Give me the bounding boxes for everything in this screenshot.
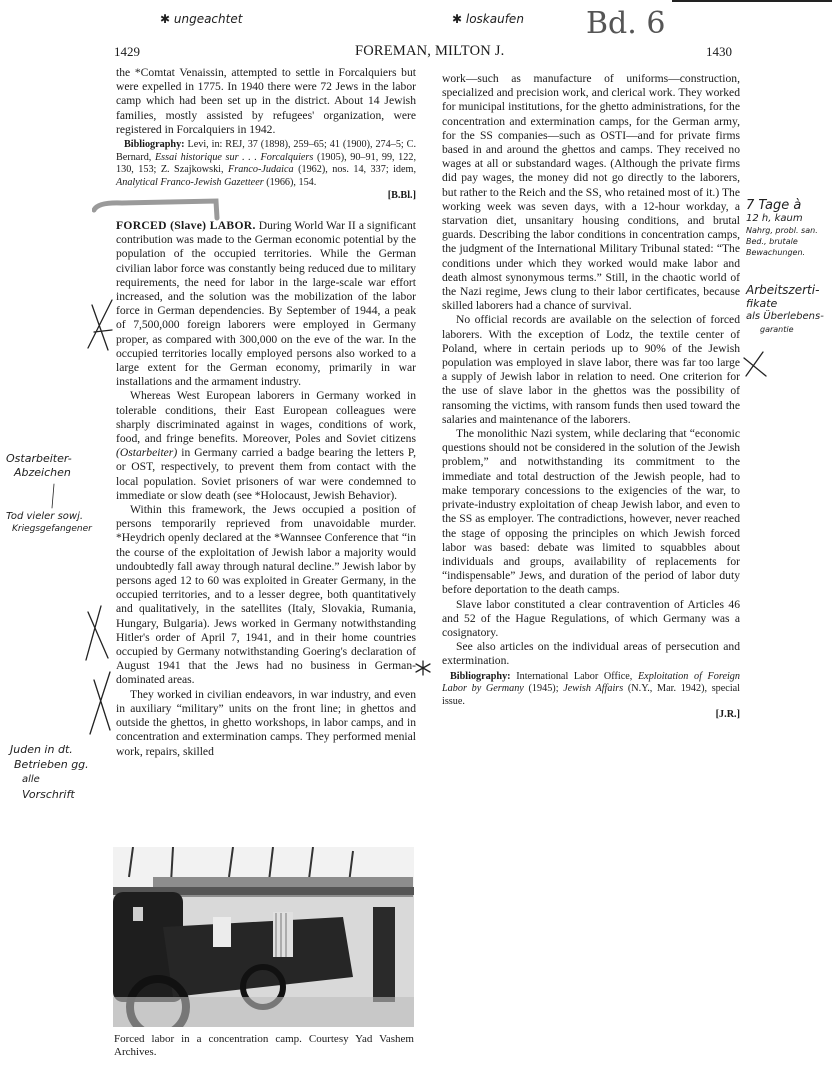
bibliography-label: Bibliography: — [124, 139, 185, 151]
paragraph-text: Whereas West European laborers in Germany worked in tolerable conditions, their East European colleagues were sharply discriminated against in wages, conditions of work, food, and fringe benefits. Moreover, Poles and Soviet citizens — [116, 389, 416, 446]
note-line: Juden in dt. — [10, 743, 73, 756]
note-line: Kriegsgefangener — [12, 524, 92, 534]
note-line: Tod vieler sowj. — [6, 511, 84, 522]
photo-caption: Forced labor in a concentration camp. Courtesy Yad Vashem Archives. — [114, 1033, 414, 1058]
x-mark-icon — [86, 606, 108, 660]
x-mark-icon — [90, 672, 110, 734]
article-p5: work—such as manufacture of uniforms—construction, specialized and precision work, and clerical work. They worked for municipal institutions, for the ghetto administrations, for the concentration and extermination camps, for the German army, for the SS companies—such as OSTI—and for private firms based in and around the ghettos and camps. They received no wages at all or substandard wages. (Although the private firms did pay wages, the money did not go directly to the laborers, but rather to the Reich and the SS, who retained most of it.) The working week was seven days, with a 12-hour workday, a starvation diet, unsanitary housing conditions, and brutal guards. Describing the labor conditions in concentration camps, the judgment of the International Military Tribunal stated: “The conditions under which they worked would make labor and death almost synonymous terms.” Still, in the chaotic world of the Nazi regime, Jews clung to their labor certificates, because skilled laborers had a chance of survival. — [442, 72, 740, 313]
note-line: Bed., brutale — [746, 237, 798, 246]
handwritten-note-ostarbeiter — [6, 452, 72, 480]
author-signature: [B.Bl.] — [387, 190, 416, 202]
note-line: Betrieben gg. — [14, 758, 89, 771]
article-p9: See also articles on the individual areas of persecution and extermination. — [442, 640, 740, 668]
italic-term: (Ostarbeiter) — [116, 446, 178, 460]
article-forced-labor-p1 — [116, 219, 416, 389]
note-line: 7 Tage à — [746, 198, 802, 213]
handwritten-note-jews-in-german-firms — [10, 742, 89, 802]
biblio-title: Franco-Judaica — [228, 164, 294, 176]
bibliography-forced-labor — [442, 671, 740, 722]
biblio-title: Jewish Affairs — [563, 683, 624, 695]
biblio-title: Exploitation of Foreign Labor by Germany — [442, 670, 740, 695]
article-p8: Slave labor constituted a clear contravention of Articles 46 and 52 of the Hague Regulations, of which Germany was a cosignatory. — [442, 597, 740, 639]
page-number-right: 1430 — [706, 44, 732, 59]
left-column — [116, 66, 416, 759]
note-line: fikate — [746, 297, 778, 310]
note-line: 12 h, kaum — [746, 213, 803, 224]
note-line: als Überlebens- — [746, 311, 824, 322]
biblio-text: (N.Y., Mar. 1942), special issue. — [442, 683, 740, 707]
note-line: Bewachungen. — [746, 248, 806, 257]
biblio-title: Essai historique sur . . . Forcalquiers — [154, 151, 314, 163]
intro-paragraph: the *Comtat Venaissin, attempted to settle in Forcalquiers but were expelled in 1775. In 1940 there were 72 Jews in the labor camp which had been set up in the district. About 14 Jewish families, mostly assisted by refugees' organization, were registered in Forcalquiers in 1942. — [116, 66, 416, 136]
page-number-left: 1429 — [114, 44, 140, 59]
x-mark-icon — [88, 300, 112, 350]
biblio-text: (1905), 90–91, 99, 122, 130, 153; Z. Szajkowski, — [116, 151, 416, 176]
connector-line — [52, 484, 54, 508]
article-p2 — [116, 389, 416, 503]
scan-edge-bar — [672, 0, 832, 2]
note-line: Ostarbeiter- — [6, 452, 72, 465]
article-heading: FORCED (Slave) LABOR. — [116, 218, 256, 232]
handwritten-note-soviet-pows — [6, 510, 92, 536]
article-p3: Within this framework, the Jews occupied a position of persons temporarily reprieved from unavoidable murder. *Heydrich openly declared at the *Wannsee Conference that “in the course of the exploitation of Jewish labor a majority would undoubtedly fall away through natural decline.” Jewish labor by persons aged 12 to 60 was exploited in Greater Germany, in the occupied territories, and to a lesser degree, both quantitatively and qualitatively, in the satellites (Italy, Slovakia, Rumania, Hungary, Bulgaria). Jews worked in Germany notwithstanding Hitler's order of April 7, 1941, and in their home countries occupied by Germany notwithstanding Goering's declaration of August 1941 that the Jews had no business in German-dominated areas. — [116, 503, 416, 687]
x-mark-icon — [744, 352, 766, 376]
note-line: Nahrg, probl. san. — [746, 226, 818, 235]
note-line: Abzeichen — [14, 466, 71, 479]
paragraph-text: During World War II a significant contribution was made to the German economic potential by the population of the occupied territories. While the German civilian labor force was constantly being reduced due to military requirements, the need for labor in the large-scale war effort increased, and the solution was the mobilization of the labor force in German dependencies. By September of 1944, a peak of 7,500,000 foreign laborers were employed in Germany proper, as compared with 300,000 on the eve of the war. In the occupied territories locally employed persons also worked to a large extent for the German economy, primarily in war installations and the armament industry. — [116, 218, 416, 389]
biblio-text: Levi, in: REJ, 37 (1898), 259–65; 41 (1900), 274–5; C. Bernard, — [116, 139, 416, 163]
handwritten-note-loskaufen: ✱ loskaufen — [452, 12, 524, 26]
note-line: Vorschrift — [22, 788, 75, 801]
highlight-bracket-mark — [92, 196, 222, 226]
note-line: Arbeitszerti- — [746, 283, 820, 297]
asterisk-mark — [416, 661, 430, 675]
bibliography-label: Bibliography: — [450, 670, 511, 682]
running-title: FOREMAN, MILTON J. — [355, 43, 505, 59]
photo-illustration — [113, 847, 414, 1027]
biblio-text: International Labor Office, — [510, 670, 638, 682]
biblio-text: (1945); — [523, 683, 564, 695]
paragraph-text: in Germany carried a badge bearing the letters P, or OST, respectively, to prevent them from contact with the local population. Soviet prisoners of war were condemned to immediate or slow death (see *Holocaust, Jewish Behavior). — [116, 446, 416, 502]
note-line: alle — [22, 774, 40, 785]
historical-photo-forced-labor — [113, 847, 414, 1027]
biblio-title: Analytical Franco-Jewish Gazetteer — [116, 176, 264, 188]
handwritten-note-ungeachtet: ✱ ungeachtet — [160, 12, 243, 26]
bibliography-forcalquiers — [116, 139, 416, 203]
note-line: garantie — [760, 325, 794, 334]
article-p7: The monolithic Nazi system, while declaring that “economic questions should not be considered in the solution of the Jewish problem,” and notwithstanding its commitment to the immediate and total destruction of the Jewish people, had to make temporary concessions to the exigencies of the war, to private-industry exploitation of cheap Jewish labor, and even to the SS as employer. The contradictions, however, never reached the stage of opposing the principles on which Jewish forced labor was based: debate was limited to squabbles about individuals and groups, availability of replacements for “indispensable” Jews, and duration of the period of labor duty before deportation to the death camps. — [442, 427, 740, 597]
right-column — [442, 72, 740, 722]
author-signature: [J.R.] — [715, 709, 740, 721]
handwritten-note-working-conditions — [746, 198, 818, 258]
biblio-text: (1962), nos. 14, 337; idem, — [293, 164, 417, 176]
handwritten-note-volume: Bd. 6 — [586, 6, 666, 41]
handwritten-note-certificates — [746, 284, 824, 336]
article-p4: They worked in civilian endeavors, in war industry, and even in auxiliary “military” units on the front line; in ghettos and outside the ghettos, in ghetto workshops, in labor camps, and in concentration and extermination camps. They performed menial work, repairs, skilled — [116, 687, 416, 758]
article-p6: No official records are available on the selection of forced laborers. With the exception of Lodz, the textile center of Poland, where in certain periods up to 90% of the Jewish population was employed in slave labor, there was far too large a supply of Jewish labor in relation to need. One criterion for the use of slave labor in the ghettos was the possibility of ransoming the victims, with ransom funds then used toward the salaries and maintenance of the laborers. — [442, 313, 740, 426]
biblio-text: (1966), 154. — [263, 176, 317, 188]
